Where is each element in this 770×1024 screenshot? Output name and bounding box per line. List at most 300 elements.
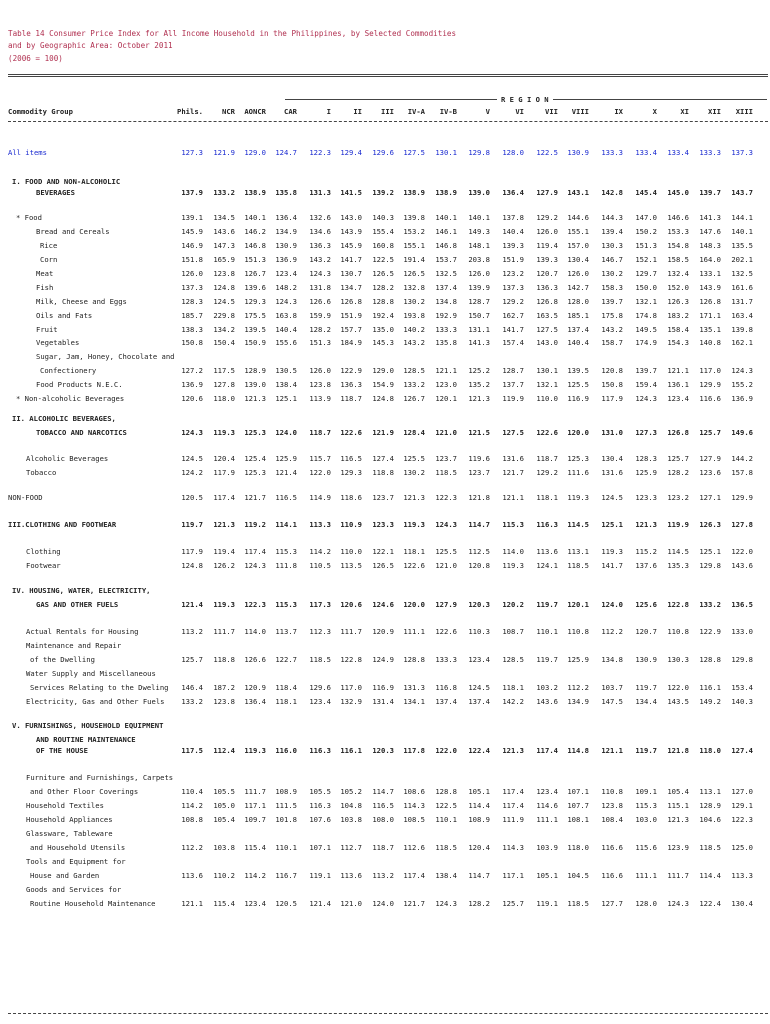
cell-value: 114.8	[567, 746, 589, 755]
cell-value: 116.3	[309, 801, 331, 810]
cell-value: 121.3	[635, 520, 657, 529]
cell-value: 141.3	[468, 338, 490, 347]
cell-value: 185.1	[567, 311, 589, 320]
cell-value: 125.6	[635, 600, 657, 609]
cell-value: 147.5	[601, 697, 623, 706]
cell-value: 123.8	[309, 380, 331, 389]
cell-value: 119.7	[536, 655, 558, 664]
column-header: IV-A	[407, 107, 425, 116]
cell-value: 124.8	[372, 394, 394, 403]
cell-value: 134.4	[635, 697, 657, 706]
cell-value: 111.7	[213, 627, 235, 636]
cell-value: 137.4	[567, 325, 589, 334]
cell-value: 119.3	[244, 746, 266, 755]
column-header: CAR	[284, 107, 297, 116]
cell-value: 118.8	[213, 655, 235, 664]
cell-value: 127.4	[731, 746, 753, 755]
cell-value: 108.1	[567, 815, 589, 824]
cell-value: 187.2	[213, 683, 235, 692]
cell-value: 107.7	[567, 801, 589, 810]
cell-value: 116.8	[435, 683, 457, 692]
cell-value: 145.0	[667, 188, 689, 197]
row-label: Fruit	[36, 325, 58, 334]
cell-value: 150.4	[213, 338, 235, 347]
cell-value: 130.1	[536, 366, 558, 375]
cell-value: 125.7	[699, 428, 721, 437]
table-row	[0, 600, 770, 611]
cell-value: 132.5	[435, 269, 457, 278]
cell-value: 123.9	[667, 843, 689, 852]
cell-value: 191.4	[403, 255, 425, 264]
cell-value: 114.7	[468, 871, 490, 880]
cell-value: 124.3	[244, 561, 266, 570]
cell-value: 129.9	[699, 380, 721, 389]
cell-value: 111.7	[340, 627, 362, 636]
row-label: III.CLOTHING AND FOOTWEAR	[8, 520, 117, 529]
cell-value: 113.2	[372, 871, 394, 880]
title-line-3: (2006 = 100)	[8, 53, 63, 63]
cell-value: 112.3	[309, 627, 331, 636]
cell-value: 184.9	[340, 338, 362, 347]
cell-value: 127.1	[699, 493, 721, 502]
cell-value: 192.4	[372, 311, 394, 320]
cell-value: 120.2	[502, 600, 524, 609]
cell-value: 111.9	[502, 815, 524, 824]
cell-value: 131.3	[309, 188, 331, 197]
cell-value: 120.0	[567, 428, 589, 437]
cell-value: 118.5	[435, 468, 457, 477]
cell-value: 144.2	[731, 454, 753, 463]
cell-value: 126.8	[536, 297, 558, 306]
cell-value: 113.3	[731, 871, 753, 880]
cell-value: 116.3	[309, 746, 331, 755]
row-label: Food Products N.E.C.	[36, 380, 123, 389]
cell-value: 131.1	[468, 325, 490, 334]
table-row	[0, 561, 770, 572]
cell-value: 130.9	[275, 241, 297, 250]
cell-value: 132.5	[731, 269, 753, 278]
cell-value: 146.6	[667, 213, 689, 222]
cell-value: 117.4	[536, 746, 558, 755]
column-header: XI	[680, 107, 689, 116]
row-label: and Other Floor Coverings	[30, 787, 139, 796]
cell-value: 125.5	[403, 454, 425, 463]
cell-value: 151.3	[635, 241, 657, 250]
cell-value: 139.7	[699, 188, 721, 197]
cell-value: 147.3	[213, 241, 235, 250]
cell-value: 139.2	[372, 188, 394, 197]
cell-value: 163.5	[536, 311, 558, 320]
cell-value: 185.7	[181, 311, 203, 320]
cell-value: 129.3	[244, 297, 266, 306]
cell-value: 104.6	[699, 815, 721, 824]
cell-value: 118.7	[372, 843, 394, 852]
table-bottom-rule	[8, 1013, 768, 1014]
cell-value: 105.5	[213, 787, 235, 796]
table-row	[0, 787, 770, 798]
cell-value: 129.6	[309, 683, 331, 692]
cell-value: 111.1	[536, 815, 558, 824]
cell-value: 128.7	[502, 366, 524, 375]
top-double-rule	[8, 74, 768, 77]
cell-value: 121.9	[213, 148, 235, 157]
cell-value: 124.2	[181, 468, 203, 477]
cell-value: 125.0	[731, 843, 753, 852]
cell-value: 128.9	[244, 366, 266, 375]
cell-value: 126.0	[181, 269, 203, 278]
cell-value: 147.0	[635, 213, 657, 222]
cell-value: 126.7	[244, 269, 266, 278]
cell-value: 116.5	[372, 801, 394, 810]
cell-value: 138.3	[181, 325, 203, 334]
cell-value: 124.5	[213, 297, 235, 306]
cell-value: 116.0	[275, 746, 297, 755]
cell-value: 113.1	[567, 547, 589, 556]
cell-value: 143.9	[699, 283, 721, 292]
cell-value: 114.5	[567, 520, 589, 529]
cell-value: 117.4	[403, 871, 425, 880]
cell-value: 135.0	[372, 325, 394, 334]
cell-value: 130.7	[340, 269, 362, 278]
table-row	[0, 311, 770, 322]
table-row	[0, 454, 770, 465]
table-row	[0, 586, 770, 597]
region-label: R E G I O N	[501, 95, 549, 104]
cell-value: 133.1	[699, 269, 721, 278]
cell-value: 105.1	[468, 787, 490, 796]
cell-value: 110.2	[213, 871, 235, 880]
cell-value: 126.6	[244, 655, 266, 664]
cell-value: 117.1	[502, 871, 524, 880]
cell-value: 128.0	[567, 297, 589, 306]
cell-value: 133.4	[667, 148, 689, 157]
cell-value: 136.4	[502, 188, 524, 197]
cell-value: 105.4	[667, 787, 689, 796]
cell-value: 141.7	[502, 325, 524, 334]
cell-value: 107.6	[309, 815, 331, 824]
cell-value: 118.1	[403, 547, 425, 556]
cell-value: 124.3	[731, 366, 753, 375]
cell-value: 121.4	[309, 899, 331, 908]
cell-value: 143.5	[667, 697, 689, 706]
cell-value: 137.3	[181, 283, 203, 292]
cell-value: 116.9	[372, 683, 394, 692]
cell-value: 174.9	[635, 338, 657, 347]
cell-value: 140.4	[275, 325, 297, 334]
cell-value: 122.1	[372, 547, 394, 556]
cell-value: 110.9	[340, 520, 362, 529]
column-header: NCR	[222, 107, 235, 116]
cell-value: 124.5	[468, 683, 490, 692]
cell-value: 140.8	[699, 338, 721, 347]
cell-value: 150.2	[635, 227, 657, 236]
cell-value: 121.3	[403, 493, 425, 502]
cell-value: 131.4	[372, 697, 394, 706]
cell-value: 126.3	[667, 297, 689, 306]
cell-value: 149.3	[468, 227, 490, 236]
cell-value: 158.4	[667, 325, 689, 334]
cell-value: 123.4	[244, 899, 266, 908]
title-line-1: Table 14 Consumer Price Index for All Income Household in the Philippines, by Selected Commodities	[8, 29, 457, 38]
cell-value: 117.9	[213, 468, 235, 477]
row-label: OF THE HOUSE	[36, 746, 88, 755]
cell-value: 135.2	[468, 380, 490, 389]
cell-value: 183.2	[667, 311, 689, 320]
cell-value: 128.2	[667, 468, 689, 477]
cell-value: 101.8	[275, 815, 297, 824]
cell-value: 124.3	[435, 520, 457, 529]
table-row	[0, 188, 770, 199]
row-label: GAS AND OTHER FUELS	[36, 600, 119, 609]
cell-value: 126.0	[468, 269, 490, 278]
cell-value: 149.2	[699, 697, 721, 706]
cell-value: 127.8	[731, 520, 753, 529]
cell-value: 134.5	[213, 213, 235, 222]
cell-value: 111.1	[403, 627, 425, 636]
column-header: X	[652, 107, 657, 116]
cell-value: 103.8	[213, 843, 235, 852]
row-label: and Household Utensils	[30, 843, 126, 852]
cell-value: 131.6	[502, 454, 524, 463]
cell-value: 122.6	[403, 561, 425, 570]
cell-value: 143.0	[340, 213, 362, 222]
table-row	[0, 380, 770, 391]
cell-value: 122.8	[667, 600, 689, 609]
cell-value: 126.7	[403, 394, 425, 403]
cell-value: 116.1	[699, 683, 721, 692]
cell-value: 120.1	[567, 600, 589, 609]
cell-value: 155.1	[403, 241, 425, 250]
cell-value: 104.5	[567, 871, 589, 880]
cell-value: 126.8	[340, 297, 362, 306]
column-header: VI	[515, 107, 524, 116]
column-header: V	[485, 107, 490, 116]
cell-value: 129.4	[340, 148, 362, 157]
cell-value: 110.1	[435, 815, 457, 824]
cell-value: 175.5	[244, 311, 266, 320]
table-row	[0, 177, 770, 188]
cell-value: 155.1	[567, 227, 589, 236]
cell-value: 146.1	[435, 227, 457, 236]
cell-value: 117.3	[309, 600, 331, 609]
cell-value: 127.4	[372, 454, 394, 463]
cell-value: 123.8	[213, 697, 235, 706]
cell-value: 115.1	[667, 801, 689, 810]
cell-value: 141.3	[699, 213, 721, 222]
cell-value: 142.7	[567, 283, 589, 292]
cell-value: 119.7	[635, 683, 657, 692]
row-label: Footwear	[26, 561, 61, 570]
cell-value: 133.3	[435, 655, 457, 664]
cell-value: 116.1	[340, 746, 362, 755]
cell-value: 124.3	[275, 297, 297, 306]
table-row	[0, 338, 770, 349]
table-row	[0, 829, 770, 840]
cell-value: 122.3	[309, 148, 331, 157]
cell-value: 148.2	[275, 283, 297, 292]
cell-value: 115.4	[244, 843, 266, 852]
cell-value: 117.5	[181, 746, 203, 755]
table-row	[0, 148, 770, 159]
cell-value: 134.8	[601, 655, 623, 664]
row-label: * Non-alcoholic Beverages	[16, 394, 125, 403]
cell-value: 140.1	[468, 213, 490, 222]
cell-value: 131.8	[309, 283, 331, 292]
cell-value: 129.2	[536, 213, 558, 222]
cell-value: 108.0	[372, 815, 394, 824]
cell-value: 158.5	[667, 255, 689, 264]
column-header: II	[353, 107, 362, 116]
cell-value: 124.0	[372, 899, 394, 908]
cell-value: 121.3	[667, 815, 689, 824]
cell-value: 115.2	[635, 547, 657, 556]
cell-value: 103.7	[601, 683, 623, 692]
cell-value: 113.1	[699, 787, 721, 796]
cell-value: 119.3	[567, 493, 589, 502]
cell-value: 121.7	[244, 493, 266, 502]
cell-value: 123.6	[699, 468, 721, 477]
cell-value: 130.4	[731, 899, 753, 908]
cell-value: 119.7	[536, 600, 558, 609]
cell-value: 129.9	[731, 493, 753, 502]
cell-value: 137.7	[502, 380, 524, 389]
cell-value: 114.3	[403, 801, 425, 810]
cell-value: 143.1	[567, 188, 589, 197]
table-row	[0, 414, 770, 425]
column-header: XIII	[735, 107, 753, 116]
cell-value: 123.4	[536, 787, 558, 796]
cell-value: 136.3	[340, 380, 362, 389]
cell-value: 124.3	[181, 428, 203, 437]
cell-value: 125.1	[275, 394, 297, 403]
row-label: Household Appliances	[26, 815, 113, 824]
cell-value: 115.6	[635, 843, 657, 852]
table-row	[0, 871, 770, 882]
cell-value: 118.4	[275, 683, 297, 692]
cell-value: 124.8	[213, 283, 235, 292]
cell-value: 138.9	[403, 188, 425, 197]
cell-value: 136.3	[536, 283, 558, 292]
cell-value: 119.2	[244, 520, 266, 529]
cell-value: 137.4	[468, 697, 490, 706]
table-row	[0, 801, 770, 812]
cell-value: 120.9	[244, 683, 266, 692]
row-label: TOBACCO AND NARCOTICS	[36, 428, 127, 437]
cell-value: 171.1	[699, 311, 721, 320]
title-line-2: and by Geographic Area: October 2011	[8, 41, 173, 51]
table-row	[0, 815, 770, 826]
cell-value: 122.9	[699, 627, 721, 636]
row-label: Water Supply and Miscellaneous	[26, 669, 156, 678]
cell-value: 146.9	[181, 241, 203, 250]
cell-value: 122.3	[435, 493, 457, 502]
cell-value: 103.0	[635, 815, 657, 824]
cell-value: 115.3	[635, 801, 657, 810]
row-label: Fish	[36, 283, 54, 292]
table-row	[0, 627, 770, 638]
cell-value: 122.6	[340, 428, 362, 437]
cell-value: 143.6	[536, 697, 558, 706]
cell-value: 122.3	[731, 815, 753, 824]
cell-value: 150.0	[635, 283, 657, 292]
cell-value: 122.0	[731, 547, 753, 556]
cell-value: 110.4	[181, 787, 203, 796]
cell-value: 146.4	[181, 683, 203, 692]
cell-value: 133.2	[699, 600, 721, 609]
cell-value: 141.7	[601, 561, 623, 570]
cell-value: 144.1	[731, 213, 753, 222]
cell-value: 117.9	[601, 394, 623, 403]
cell-value: 118.6	[340, 493, 362, 502]
cell-value: 123.4	[275, 269, 297, 278]
cell-value: 120.5	[275, 899, 297, 908]
row-label: BEVERAGES	[36, 188, 75, 197]
cell-value: 114.0	[502, 547, 524, 556]
cell-value: 139.7	[635, 366, 657, 375]
table-row	[0, 641, 770, 652]
cell-value: 132.9	[340, 697, 362, 706]
cell-value: 128.4	[403, 428, 425, 437]
cell-value: 121.5	[468, 428, 490, 437]
cell-value: 127.2	[181, 366, 203, 375]
column-header: XII	[708, 107, 721, 116]
cell-value: 124.3	[309, 269, 331, 278]
cell-value: 192.9	[435, 311, 457, 320]
cell-value: 134.6	[309, 227, 331, 236]
cell-value: 120.4	[468, 843, 490, 852]
cell-value: 118.1	[275, 697, 297, 706]
cell-value: 125.3	[567, 454, 589, 463]
cell-value: 154.8	[667, 241, 689, 250]
cell-value: 119.9	[502, 394, 524, 403]
row-label: Household Textiles	[26, 801, 104, 810]
cell-value: 120.6	[340, 600, 362, 609]
row-label: Rice	[40, 241, 58, 250]
cell-value: 108.8	[181, 815, 203, 824]
cell-value: 126.5	[403, 269, 425, 278]
cell-value: 114.7	[468, 520, 490, 529]
table-row	[0, 493, 770, 504]
cell-value: 113.6	[536, 547, 558, 556]
cell-value: 136.9	[731, 394, 753, 403]
cell-value: 140.1	[435, 213, 457, 222]
cell-value: 119.1	[309, 871, 331, 880]
cell-value: 122.6	[536, 428, 558, 437]
cell-value: 119.7	[181, 520, 203, 529]
cell-value: 137.4	[435, 697, 457, 706]
cell-value: 150.8	[181, 338, 203, 347]
cell-value: 120.3	[468, 600, 490, 609]
table-row	[0, 283, 770, 294]
cell-value: 123.7	[435, 454, 457, 463]
cell-value: 119.9	[667, 520, 689, 529]
cell-value: 145.9	[340, 241, 362, 250]
cell-value: 119.3	[601, 547, 623, 556]
cell-value: 120.8	[601, 366, 623, 375]
cell-value: 130.2	[403, 297, 425, 306]
table-row	[0, 394, 770, 405]
cell-value: 114.4	[468, 801, 490, 810]
cell-value: 144.6	[567, 213, 589, 222]
cell-value: 130.4	[601, 454, 623, 463]
cell-value: 126.8	[699, 297, 721, 306]
row-label: II. ALCOHOLIC BEVERAGES,	[12, 414, 116, 423]
cell-value: 116.5	[340, 454, 362, 463]
cell-value: 121.8	[468, 493, 490, 502]
cell-value: 127.3	[635, 428, 657, 437]
cell-value: 123.7	[468, 468, 490, 477]
cell-value: 126.5	[372, 269, 394, 278]
